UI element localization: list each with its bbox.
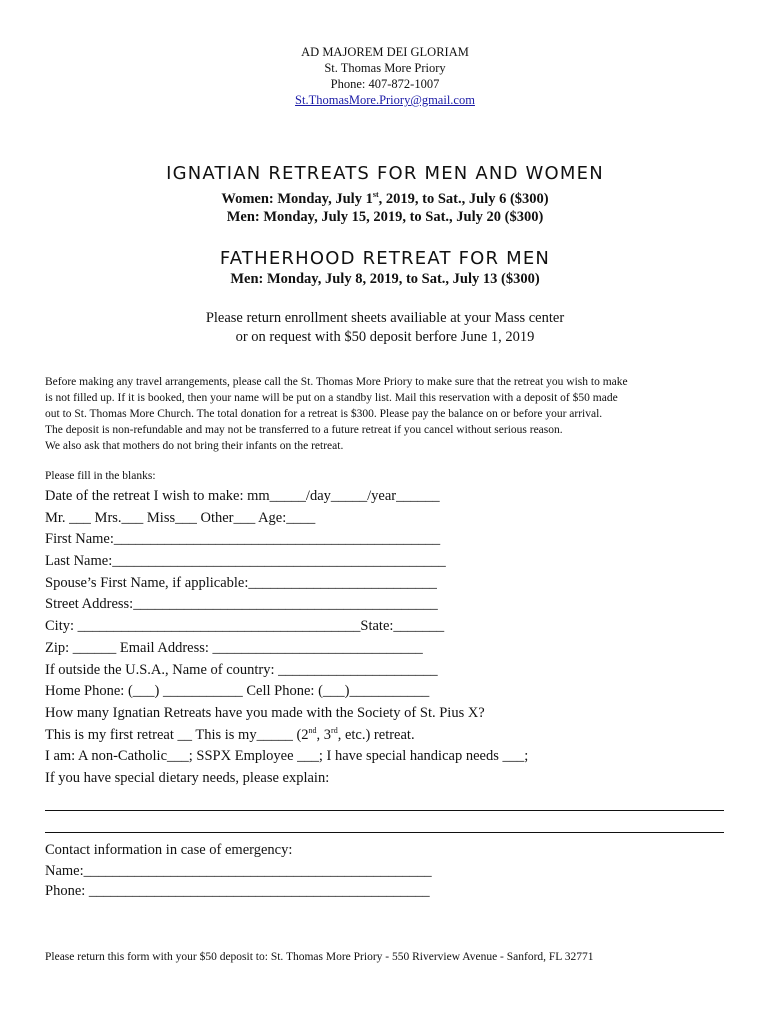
- retreat-number-field[interactable]: [45, 725, 735, 747]
- instructions-paragraph: [45, 374, 730, 454]
- mailing-instructions-footer: Please return this form with your $50 deposit to: St. Thomas More Priory - 550 Riverview Avenue - Sanford, FL 32771: [45, 951, 594, 963]
- women-retreat-text: Women: Monday, July 1: [221, 191, 373, 207]
- men-retreat-dates: Men: Monday, July 15, 2019, to Sat., July 20 ($300): [226, 209, 544, 225]
- retreat-date-field[interactable]: Date of the retreat I wish to make: mm_____/day_____/year______: [45, 488, 440, 504]
- women-retreat-sup: st: [372, 190, 379, 200]
- organization-name: St. Thomas More Priory: [324, 61, 446, 75]
- organization-email-link[interactable]: St.ThomasMore.Priory@gmail.com: [295, 93, 475, 107]
- dietary-needs-line[interactable]: [45, 790, 724, 812]
- priory-header: [0, 44, 770, 108]
- status-field[interactable]: I am: A non-Catholic___; SSPX Employee ___; I have special handicap needs ___;: [45, 748, 529, 765]
- return-note: [0, 309, 770, 347]
- spouse-name-field[interactable]: Spouse’s First Name, if applicable:__________________________: [45, 574, 437, 591]
- country-field[interactable]: If outside the U.S.A., Name of country: ______________________: [45, 661, 438, 678]
- instructions-line: out to St. Thomas More Church. The total donation for a retreat is $300. Please pay the balance on or before your arrival.: [45, 408, 603, 420]
- retreat-number-text: This is my first retreat __ This is my_____ (2: [45, 726, 309, 743]
- return-note-line: Please return enrollment sheets availiable at your Mass center: [205, 310, 565, 326]
- emergency-contact-heading: Contact information in case of emergency:: [45, 842, 293, 858]
- dietary-needs-label: If you have special dietary needs, please explain:: [45, 769, 330, 786]
- return-note-line: or on request with $50 deposit berfore June 1, 2019: [235, 329, 535, 345]
- ignatian-retreats-title: IGNATIAN RETREATS FOR MEN AND WOMEN: [166, 163, 604, 184]
- women-retreat-dates: [0, 190, 770, 209]
- instructions-line: We also ask that mothers do not bring their infants on the retreat.: [45, 440, 344, 452]
- instructions-line: The deposit is non-refundable and may not be transferred to a future retreat if you cancel without serious reason.: [45, 424, 563, 436]
- retreat-number-text: , 3: [316, 726, 332, 743]
- emergency-name-field[interactable]: Name:________________________________________________: [45, 862, 432, 879]
- retreat-number-sup: nd: [308, 725, 317, 735]
- women-retreat-text-end: , 2019, to Sat., July 6 ($300): [378, 191, 549, 207]
- emergency-contact-section: [45, 840, 432, 902]
- organization-phone: Phone: 407-872-1007: [330, 77, 440, 91]
- retreat-number-sup: rd: [331, 725, 338, 735]
- instructions-line: is not filled up. If it is booked, then your name will be put on a standby list. Mail this reservation with a deposit of $50 made: [45, 392, 618, 404]
- emergency-phone-field[interactable]: Phone: _______________________________________________: [45, 883, 430, 899]
- dietary-needs-line[interactable]: [45, 811, 724, 833]
- instructions-line: Before making any travel arrangements, please call the St. Thomas More Priory to make sure that the retreat you wish to make: [45, 376, 628, 388]
- zip-email-field[interactable]: Zip: ______ Email Address: _____________________________: [45, 639, 423, 656]
- retreats-count-question: How many Ignatian Retreats have you made with the Society of St. Pius X?: [45, 704, 485, 721]
- motto: AD MAJOREM DEI GLORIAM: [301, 45, 469, 59]
- title-age-field[interactable]: Mr. ___ Mrs.___ Miss___ Other___ Age:____: [45, 509, 316, 526]
- first-name-field[interactable]: First Name:_____________________________________________: [45, 531, 441, 548]
- fatherhood-retreat-dates: Men: Monday, July 8, 2019, to Sat., July 13 ($300): [230, 271, 540, 287]
- street-address-field[interactable]: Street Address:__________________________________________: [45, 596, 438, 613]
- city-state-field[interactable]: City: _______________________________________State:_______: [45, 618, 445, 635]
- fill-in-note: Please fill in the blanks:: [45, 470, 156, 482]
- retreat-number-text: , etc.) retreat.: [337, 726, 415, 743]
- last-name-field[interactable]: Last Name:______________________________________________: [45, 553, 446, 570]
- enrollment-form-fields: [45, 486, 735, 833]
- phone-numbers-field[interactable]: Home Phone: (___) ___________ Cell Phone: (___)___________: [45, 683, 430, 700]
- fatherhood-retreat-title: FATHERHOOD RETREAT FOR MEN: [219, 248, 551, 269]
